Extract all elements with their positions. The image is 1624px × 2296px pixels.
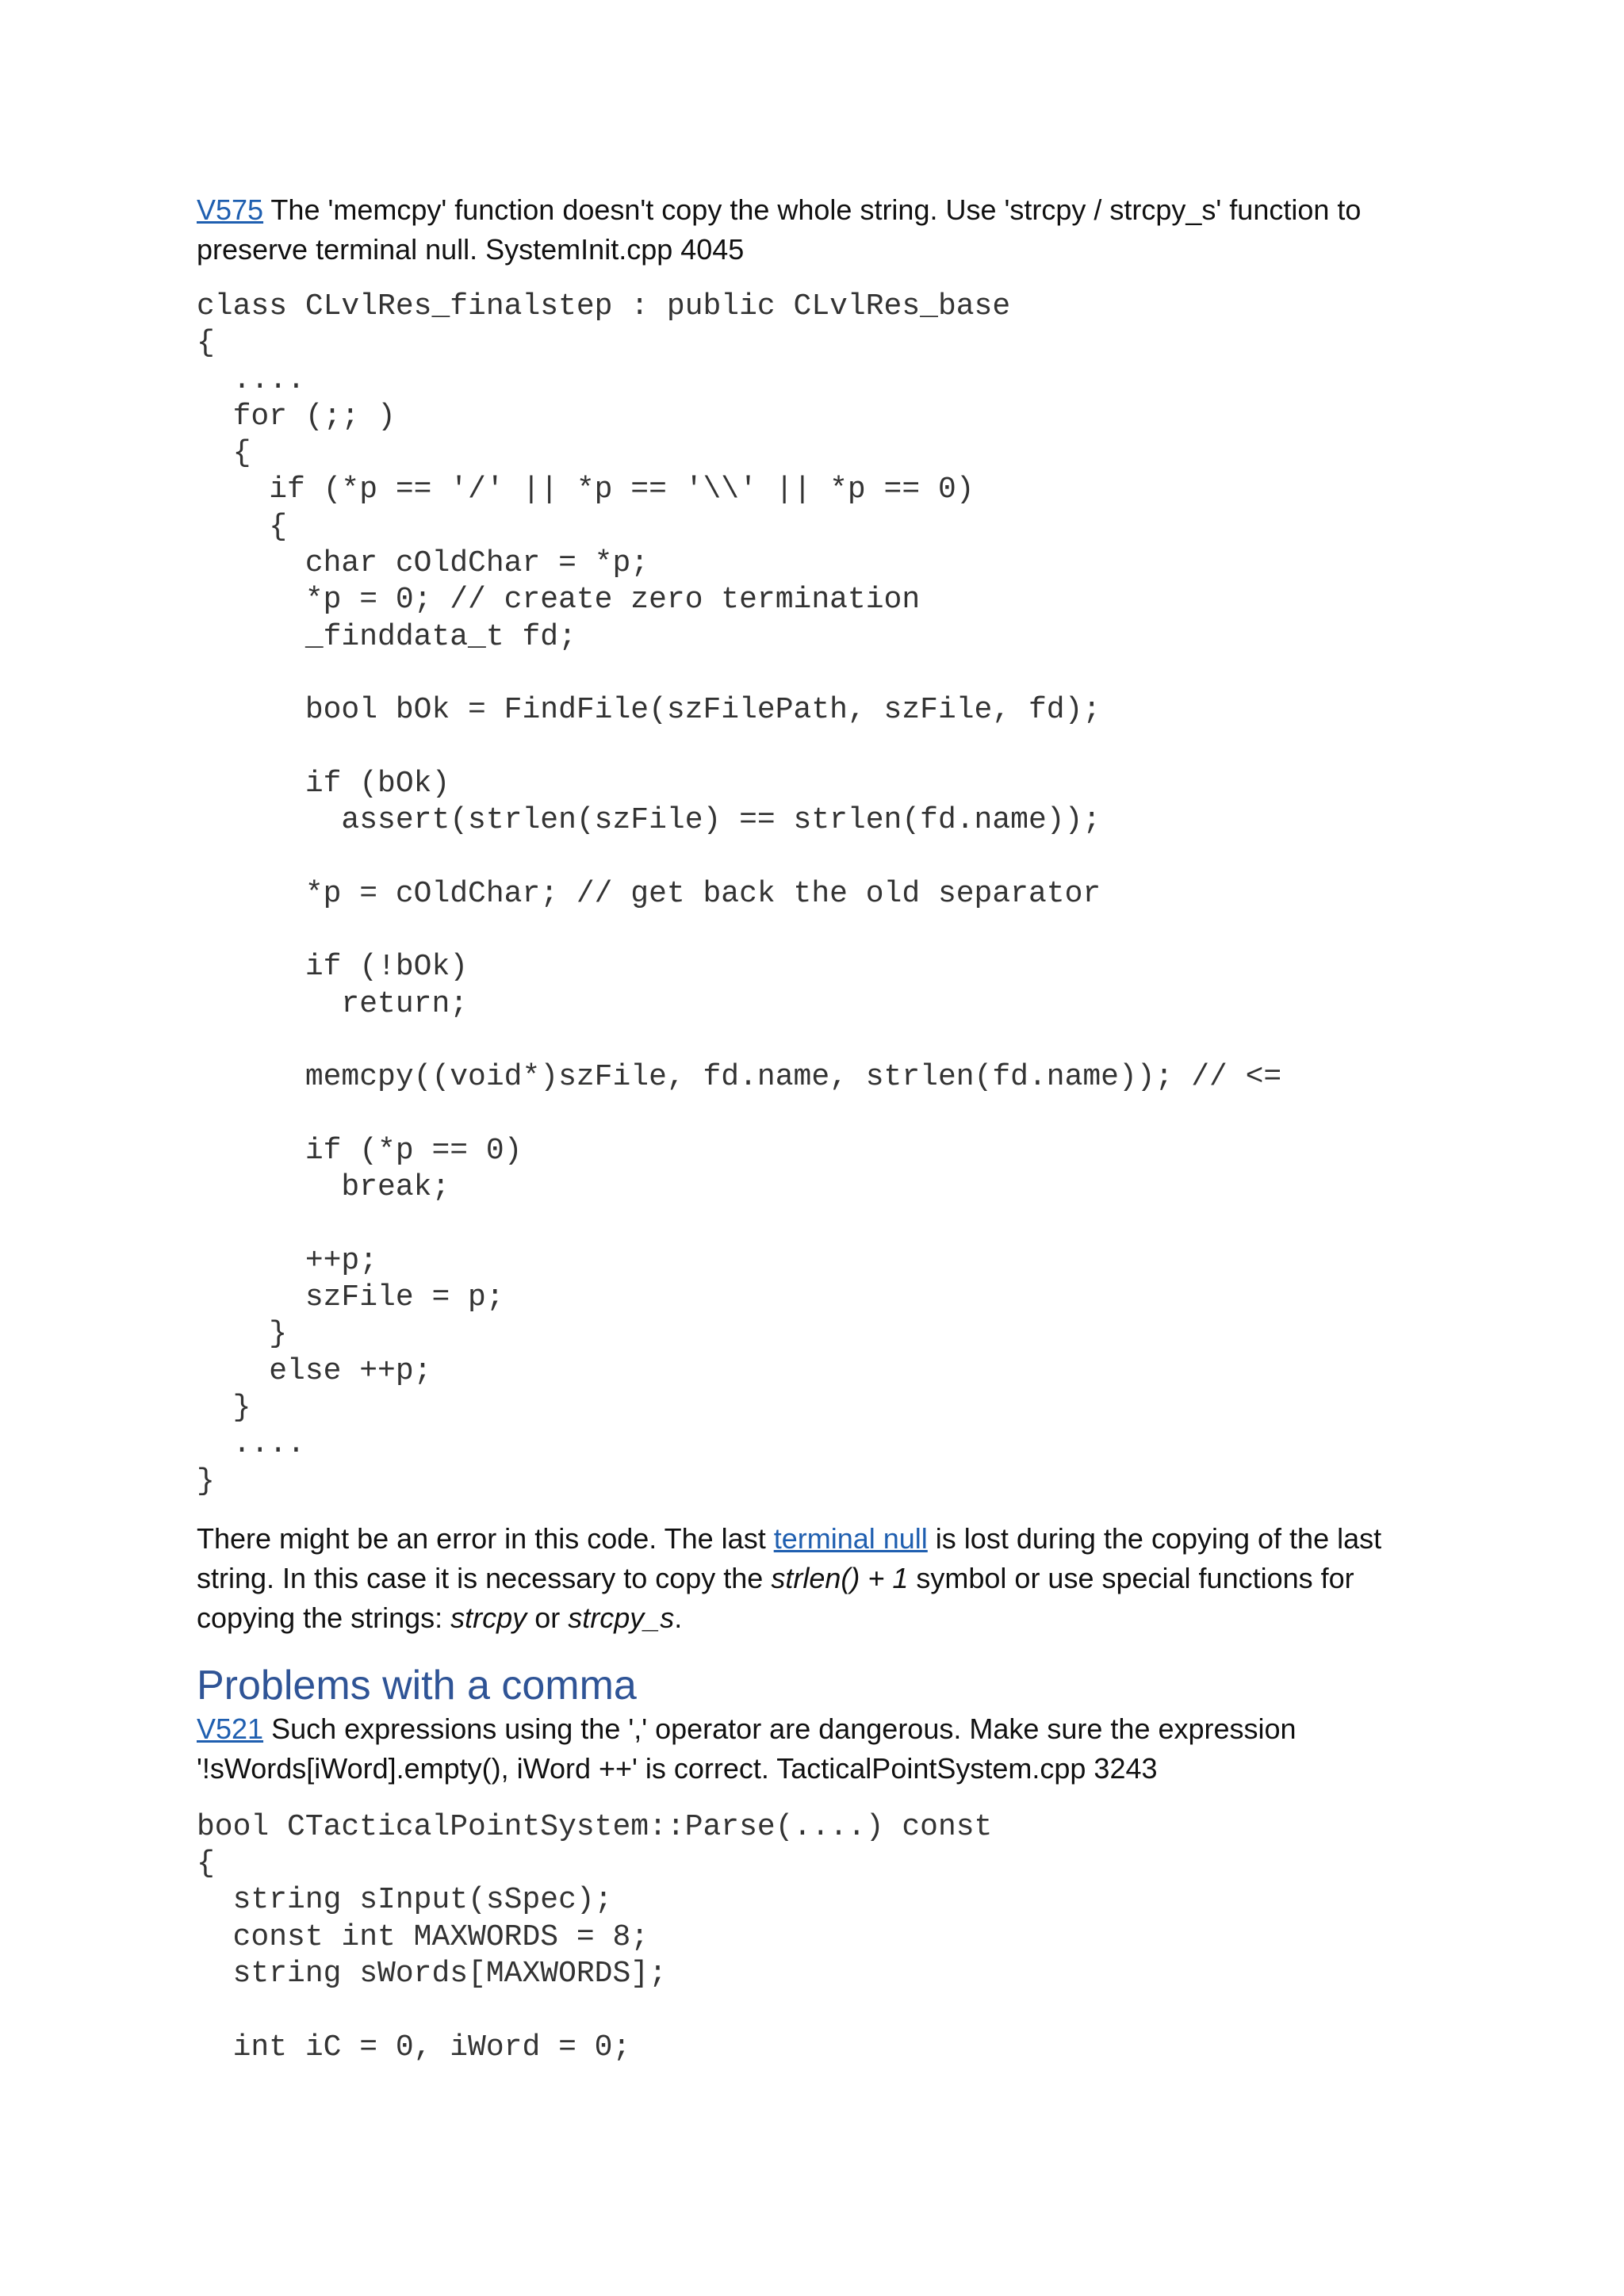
explanation-paragraph	[197, 1519, 1434, 1638]
v575-warning	[197, 190, 1434, 270]
explanation-text-2: is lost during the copying of the last string. In this case it is necessary to copy the	[197, 1521, 1382, 1594]
code-block-parse: bool CTacticalPointSystem::Parse(....) const { string sInput(sSpec); const int MAXWORDS = 8; string sWords[MAXWORDS]; int iC = 0, iWord = 0;	[197, 1809, 993, 2064]
explanation-em-strcpy: strcpy	[450, 1601, 527, 1634]
v521-message: Such expressions using the ',' operator are dangerous. Make sure the expression '!sWords[iWord].empty(), iWord ++' is correct. TacticalPointSystem.cpp 3243	[197, 1712, 1297, 1785]
document-page	[197, 190, 1434, 2066]
code-block-finalstep: class CLvlRes_finalstep : public CLvlRes_base { .... for (;; ) { if (*p == '/' || *p == '\\' || *p == 0) { char cOldChar = *p; *p = 0; // create zero termination _finddata_t fd; bool bOk = FindFile(szFilePath, szFile, fd); if (bOk) assert(strlen(szFile) == strlen(fd.name)); *p = cOldChar; // get back the old separator if (!bOk) return; memcpy((void*)szFile, fd.name, strlen(fd.name)); // <= if (*p == 0) break; ++p; szFile = p; } else ++p; } .... }	[197, 289, 1282, 1498]
explanation-text-3: symbol or use special functions for copying the strings:	[197, 1561, 1354, 1634]
terminal-null-link[interactable]: terminal null	[773, 1521, 928, 1555]
v575-diagnostic-link[interactable]: V575	[197, 193, 264, 226]
explanation-em-strcpy-s: strcpy_s	[568, 1601, 675, 1634]
v521-warning	[197, 1709, 1434, 1789]
v575-message: The 'memcpy' function doesn't copy the whole string. Use 'strcpy / strcpy_s' function to preserve terminal null. SystemInit.cpp 4045	[197, 193, 1362, 266]
explanation-em-strlen: strlen() + 1	[771, 1561, 909, 1594]
explanation-text-5: .	[674, 1601, 683, 1634]
explanation-text-1: There might be an error in this code. The last	[197, 1521, 774, 1555]
v521-diagnostic-link[interactable]: V521	[197, 1712, 264, 1745]
explanation-text-4: or	[527, 1601, 569, 1634]
section-heading-comma: Problems with a comma	[197, 1662, 637, 1709]
